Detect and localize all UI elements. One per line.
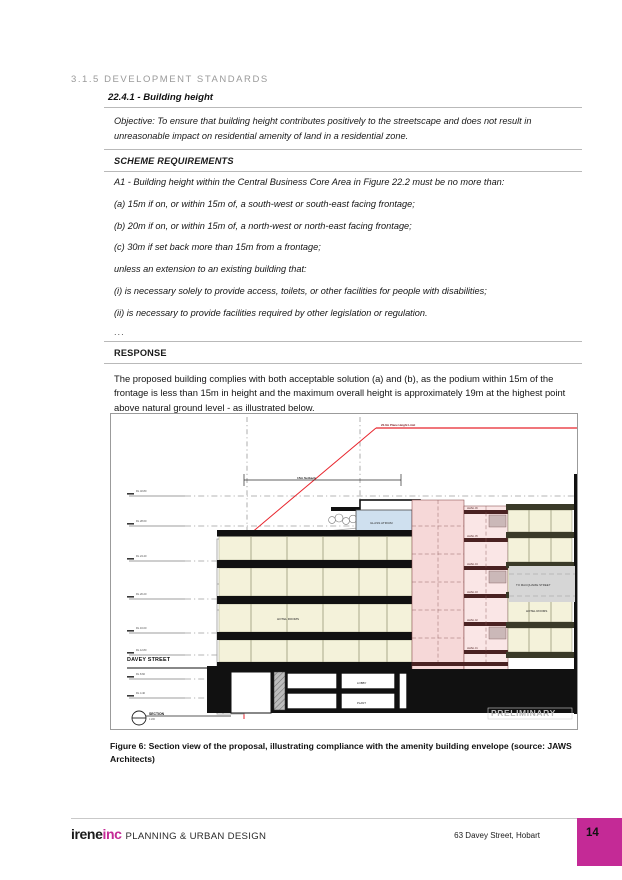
svg-text:RL 8.60: RL 8.60 xyxy=(136,673,145,676)
to-macquarie-street-label: TO MACQUARIE STREET xyxy=(516,583,551,587)
to-macquarie-street-panel xyxy=(509,566,575,602)
a1-intro: A1 - Building height within the Central Business Core Area in Figure 22.2 must be no more than: xyxy=(114,177,505,188)
brand-primary: irene xyxy=(71,826,103,842)
envelope-top-label: 20.0m Plane Height Limit xyxy=(381,423,416,428)
clause-i: (i) is necessary solely to provide access, toilets, or other facilities for people with disabilities; xyxy=(114,286,487,297)
footer-address: 63 Davey Street, Hobart xyxy=(454,831,540,840)
scheme-requirements-label: SCHEME REQUIREMENTS xyxy=(114,156,234,167)
lobby-label: LOBBY xyxy=(357,681,367,685)
svg-text:RL 4.40: RL 4.40 xyxy=(136,692,145,695)
glass-atrium-label: GLASS ATRIUM xyxy=(370,521,393,525)
ground-and-basement xyxy=(271,669,574,713)
clause-unless: unless an extension to an existing building that: xyxy=(114,264,307,275)
setback-dimension-label: 15m Setback xyxy=(297,476,316,480)
hotel-rooms-label-right: HOTEL ROOMS xyxy=(526,609,548,613)
objective-block xyxy=(104,108,582,149)
hotel-rooms-label-left: HOTEL ROOMS xyxy=(277,617,300,621)
svg-text:RL 28.60: RL 28.60 xyxy=(136,520,147,523)
clause-b: (b) 20m if on, or within 15m of, a north-west or north-east facing frontage; xyxy=(114,220,412,231)
svg-text:RL 12.80: RL 12.80 xyxy=(136,649,147,652)
svg-text:LEVEL 04: LEVEL 04 xyxy=(467,563,478,566)
clause-ellipsis: ... xyxy=(114,326,125,337)
response-label: RESPONSE xyxy=(114,347,167,358)
section-heading: 3.1.5 DEVELOPMENT STANDARDS xyxy=(71,74,269,85)
figure-caption: Figure 6: Section view of the proposal, illustrating compliance with the amenity building envelope (source: JAWS Architects) xyxy=(110,741,572,765)
page-number: 14 xyxy=(586,827,599,839)
clause-title: 22.4.1 - Building height xyxy=(108,92,214,103)
clause-ii: (ii) is necessary to provide facilities required by other legislation or regulation. xyxy=(114,307,428,318)
clause-a: (a) 15m if on, or within 15m of, a south-west or south-east facing frontage; xyxy=(114,198,415,209)
clause-c: (c) 30m if set back more than 15m from a frontage; xyxy=(114,242,321,253)
svg-text:LEVEL 06: LEVEL 06 xyxy=(467,507,478,510)
brand-accent: inc xyxy=(102,826,122,842)
page-number-badge xyxy=(577,818,622,866)
section-drawing-svg xyxy=(111,414,577,729)
brand-tagline: PLANNING & URBAN DESIGN xyxy=(125,831,267,842)
svg-text:LEVEL 03: LEVEL 03 xyxy=(467,591,478,594)
svg-text:LEVEL 05: LEVEL 05 xyxy=(467,535,478,538)
brand-logo xyxy=(71,826,266,842)
left-ground-mass xyxy=(207,666,271,713)
footer-divider xyxy=(71,818,581,819)
figure-section-drawing xyxy=(110,413,578,730)
street-label: DAVEY STREET xyxy=(127,657,171,663)
response-body: The proposed building complies with both acceptable solution (a) and (b), as the podium within 15m of the frontage is less than 15m in height and the maximum overall height is approximately 19m at the highest point above natural ground level - as illustrated below. xyxy=(114,372,566,413)
content-column xyxy=(104,92,582,426)
preliminary-watermark: PRELIMINARY xyxy=(491,708,556,718)
svg-text:RL 20.20: RL 20.20 xyxy=(136,593,147,596)
left-wing-floors xyxy=(217,530,414,669)
svg-text:RL 24.40: RL 24.40 xyxy=(136,555,147,558)
objective-text: Objective: To ensure that building height contributes positively to the streetscape and does not result in unreasonable impact on residential amenity of land in a residential zone. xyxy=(114,116,532,141)
svg-text:LEVEL 01: LEVEL 01 xyxy=(467,647,478,650)
section-scale: 1:200 xyxy=(149,718,155,721)
svg-text:LEVEL 02: LEVEL 02 xyxy=(467,619,478,622)
plant-label: PLANT xyxy=(357,701,367,705)
svg-text:RL 16.00: RL 16.00 xyxy=(136,627,147,630)
section-marker-label: SECTION xyxy=(149,712,165,716)
svg-text:RL 32.80: RL 32.80 xyxy=(136,490,147,493)
